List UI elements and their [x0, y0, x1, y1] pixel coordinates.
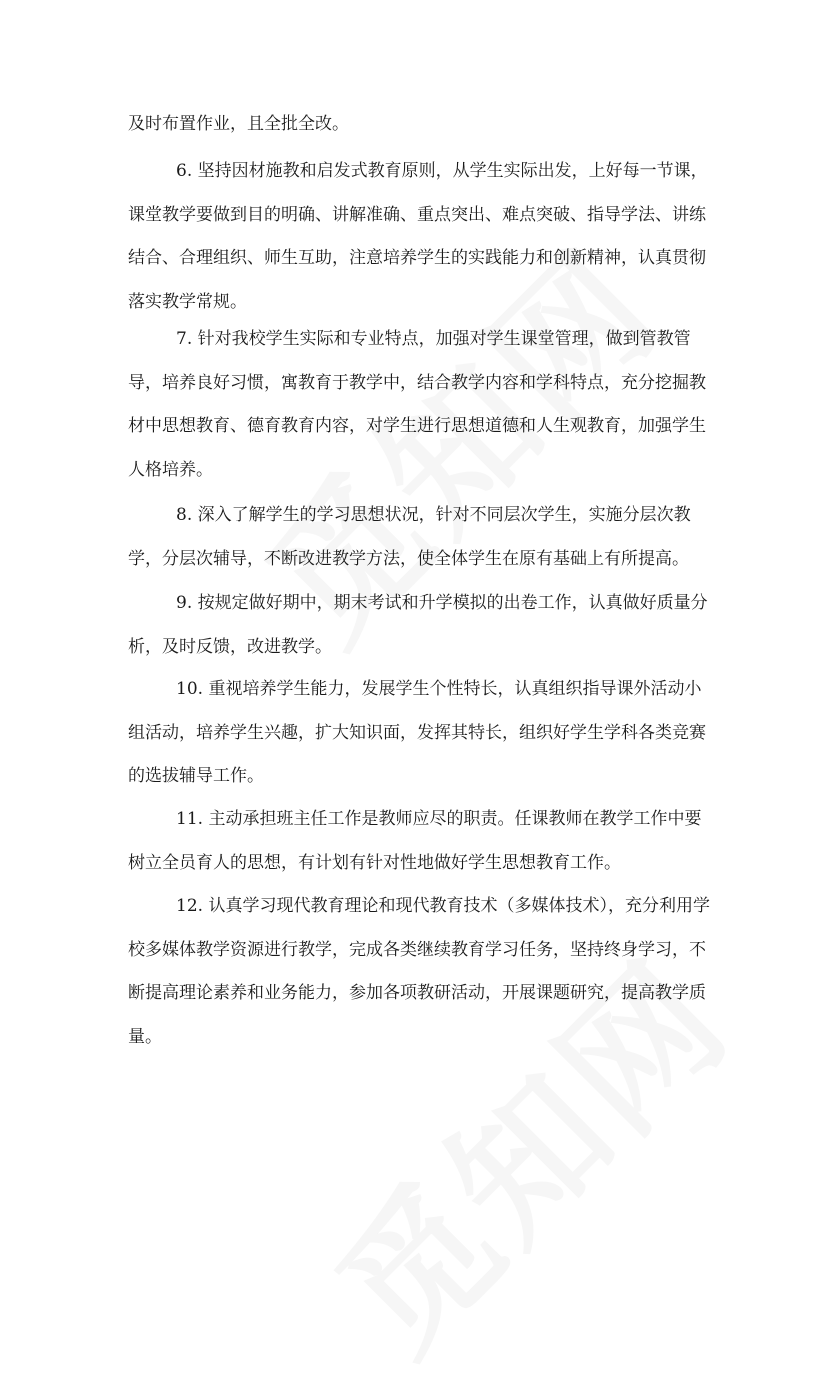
text-line: 树立全员育人的思想，有计划有针对性地做好学生思想教育工作。 [128, 852, 621, 873]
text-line: 课堂教学要做到目的明确、讲解准确、重点突出、难点突破、指导学法、讲练 [128, 204, 706, 225]
text-line: 8. 深入了解学生的学习思想状况，针对不同层次学生，实施分层次教 [176, 505, 691, 525]
paragraph-item-11 [128, 798, 702, 885]
paragraph-item-12 [128, 885, 710, 1059]
text-line: 10. 重视培养学生能力，发展学生个性特长，认真组织指导课外活动小 [176, 679, 702, 699]
text-line: 12. 认真学习现代教育理论和现代教育技术（多媒体技术），充分利用学 [176, 896, 710, 916]
text-line: 9. 按规定做好期中，期末考试和升学模拟的出卷工作，认真做好质量分 [176, 593, 708, 613]
paragraph-item-6 [128, 150, 708, 324]
text-line: 断提高理论素养和业务能力，参加各项教研活动，开展课题研究，提高教学质 [128, 983, 706, 1003]
text-line: 导，培养良好习惯，寓教育于教学中，结合教学内容和学科特点，充分挖掘教 [128, 372, 706, 393]
text-line: 6. 坚持因材施教和启发式教育原则，从学生实际出发，上好每一节课， [176, 161, 708, 181]
text-line: 材中思想教育、德育教育内容，对学生进行思想道德和人生观教育，加强学生 [128, 416, 706, 436]
text-line: 组活动，培养学生兴趣，扩大知识面，发挥其特长，组织好学生学科各类竞赛 [128, 722, 706, 743]
text-line: 11. 主动承担班主任工作是教师应尽的职责。任课教师在教学工作中要 [176, 809, 702, 829]
text-line: 落实教学常规。 [128, 291, 247, 312]
paragraph-continuation [128, 103, 698, 147]
paragraph-item-7 [128, 318, 706, 492]
text-line: 结合、合理组织、师生互助，注意培养学生的实践能力和创新精神，认真贯彻 [128, 248, 706, 268]
text-line: 学，分层次辅导，不断改进教学方法，使全体学生在原有基础上有所提高。 [128, 548, 689, 569]
text-line: 校多媒体教学资源进行教学，完成各类继续教育学习任务，坚持终身学习，不 [128, 939, 706, 960]
text-line: 7. 针对我校学生实际和专业特点，加强对学生课堂管理，做到管教管 [176, 329, 691, 349]
text-line: 量。 [128, 1026, 162, 1047]
text-line: 析，及时反馈，改进教学。 [128, 636, 332, 657]
paragraph-item-8 [128, 494, 698, 581]
text-line: 人格培养。 [128, 459, 213, 480]
paragraph-item-10 [128, 668, 706, 799]
text-line: 及时布置作业，且全批全改。 [128, 114, 349, 134]
paragraph-item-9 [128, 582, 708, 669]
text-line: 的选拔辅导工作。 [128, 766, 264, 786]
